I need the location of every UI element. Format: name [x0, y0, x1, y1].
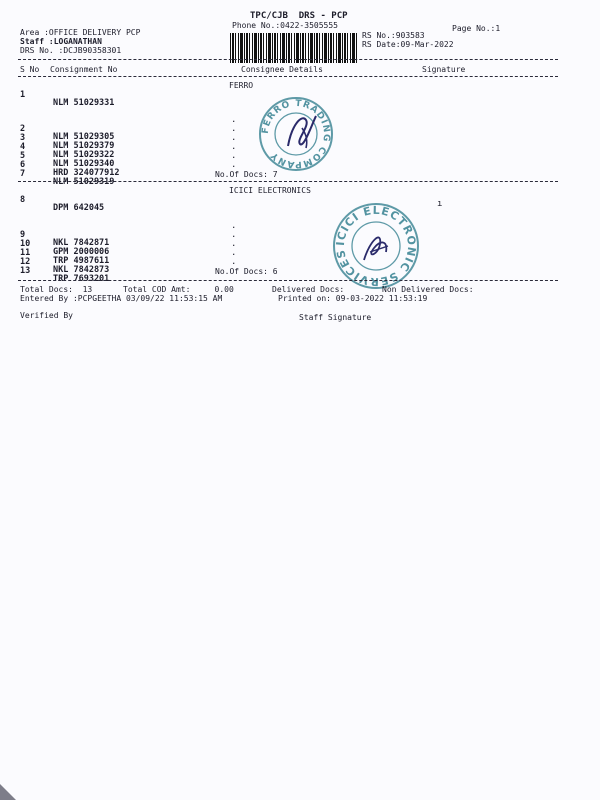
row-sno: 2: [20, 123, 26, 134]
report-title: TPC/CJB DRS - PCP: [250, 11, 348, 21]
dot-marker: .: [231, 160, 237, 170]
docs-count: No.Of Docs: 7: [215, 170, 278, 179]
area-field: Area :OFFICE DELIVERY PCP: [20, 28, 141, 37]
divider: [18, 280, 558, 281]
row-consignment: NLM 51029305: [53, 132, 115, 142]
entered-by: Entered By :PCPGEETHA 03/09/22 11:53:15 AM: [20, 294, 223, 303]
stamp-text: ICICI ELECTRONIC SERVICES: [333, 203, 419, 289]
dot-marker: .: [231, 248, 237, 258]
phone-number: Phone No.:0422-3505555: [232, 21, 338, 30]
row-consignment: NLM 51029379: [53, 141, 115, 151]
col-consignment: Consignment No: [50, 65, 118, 74]
dot-marker: .: [231, 142, 237, 152]
dot-marker: .: [231, 239, 237, 249]
pen-mark: ı: [437, 199, 443, 209]
printed-on: Printed on: 09-03-2022 11:53:19: [278, 294, 428, 303]
row-consignment: HRD 324077912: [53, 168, 120, 178]
non-delivered-docs: Non Delivered Docs:: [382, 285, 474, 294]
svg-text:FERRO TRADING COMPANY: [261, 99, 331, 169]
row-consignment: DPM 642045: [53, 203, 105, 213]
col-consignee: Consignee Details: [241, 65, 323, 74]
company-stamp: [256, 94, 336, 174]
dot-marker: .: [231, 230, 237, 240]
row-consignment: TRP 4987611: [53, 256, 110, 266]
row-consignment: GPM 2000006: [53, 247, 110, 257]
row-sno: 4: [20, 141, 26, 152]
divider: [18, 181, 558, 182]
total-cod: Total COD Amt: 0.00: [123, 285, 234, 294]
row-sno: 1: [20, 89, 26, 100]
consignee-name: FERRO: [229, 81, 254, 90]
docs-count: No.Of Docs: 6: [215, 267, 278, 276]
verified-by: Verified By: [20, 311, 73, 320]
row-consignment: NLM 51029319: [53, 177, 115, 187]
divider: [18, 59, 558, 60]
dot-marker: .: [231, 133, 237, 143]
row-sno: 3: [20, 132, 26, 143]
consignee-name: ICICI ELECTRONICS: [229, 186, 311, 195]
row-consignment: NKL 7842873: [53, 265, 110, 275]
dot-marker: .: [231, 221, 237, 231]
page-number: Page No.:1: [452, 24, 501, 33]
rs-number: RS No.:903583: [362, 31, 425, 40]
row-sno: 13: [20, 265, 31, 276]
row-consignment: TRP 7693201: [53, 274, 110, 284]
row-sno: 7: [20, 168, 26, 179]
stamp-text: FERRO TRADING COMPANY: [260, 98, 332, 170]
row-consignment: NLM 51029340: [53, 159, 115, 169]
row-sno: 10: [20, 238, 31, 249]
table-row: [20, 82, 115, 108]
dot-marker: .: [231, 124, 237, 134]
divider: [18, 76, 558, 77]
drs-number: DRS No. :DCJB90358301: [20, 46, 122, 55]
dot-marker: .: [231, 115, 237, 125]
company-stamp: [326, 200, 426, 290]
row-consignment: NLM 51029331: [53, 98, 115, 108]
page-corner: [0, 784, 16, 800]
staff-signature: Staff Signature: [299, 313, 372, 322]
row-sno: 5: [20, 150, 26, 161]
row-consignment: NKL 7842871: [53, 238, 110, 248]
dot-marker: .: [231, 257, 237, 267]
row-sno: 12: [20, 256, 31, 267]
row-sno: 6: [20, 159, 26, 170]
col-signature: Signature: [422, 65, 466, 74]
staff-field: Staff :LOGANATHAN: [20, 37, 102, 46]
dot-marker: .: [231, 151, 237, 161]
table-row: [20, 187, 105, 213]
rs-date: RS Date:09-Mar-2022: [362, 40, 454, 49]
col-sno: S No: [20, 65, 40, 74]
row-consignment: NLM 51029322: [53, 150, 115, 160]
row-sno: 11: [20, 247, 31, 258]
row-sno: 9: [20, 229, 26, 240]
row-sno: 8: [20, 194, 26, 205]
delivered-docs: Delivered Docs:: [272, 285, 345, 294]
total-docs: Total Docs: 13: [20, 285, 93, 294]
